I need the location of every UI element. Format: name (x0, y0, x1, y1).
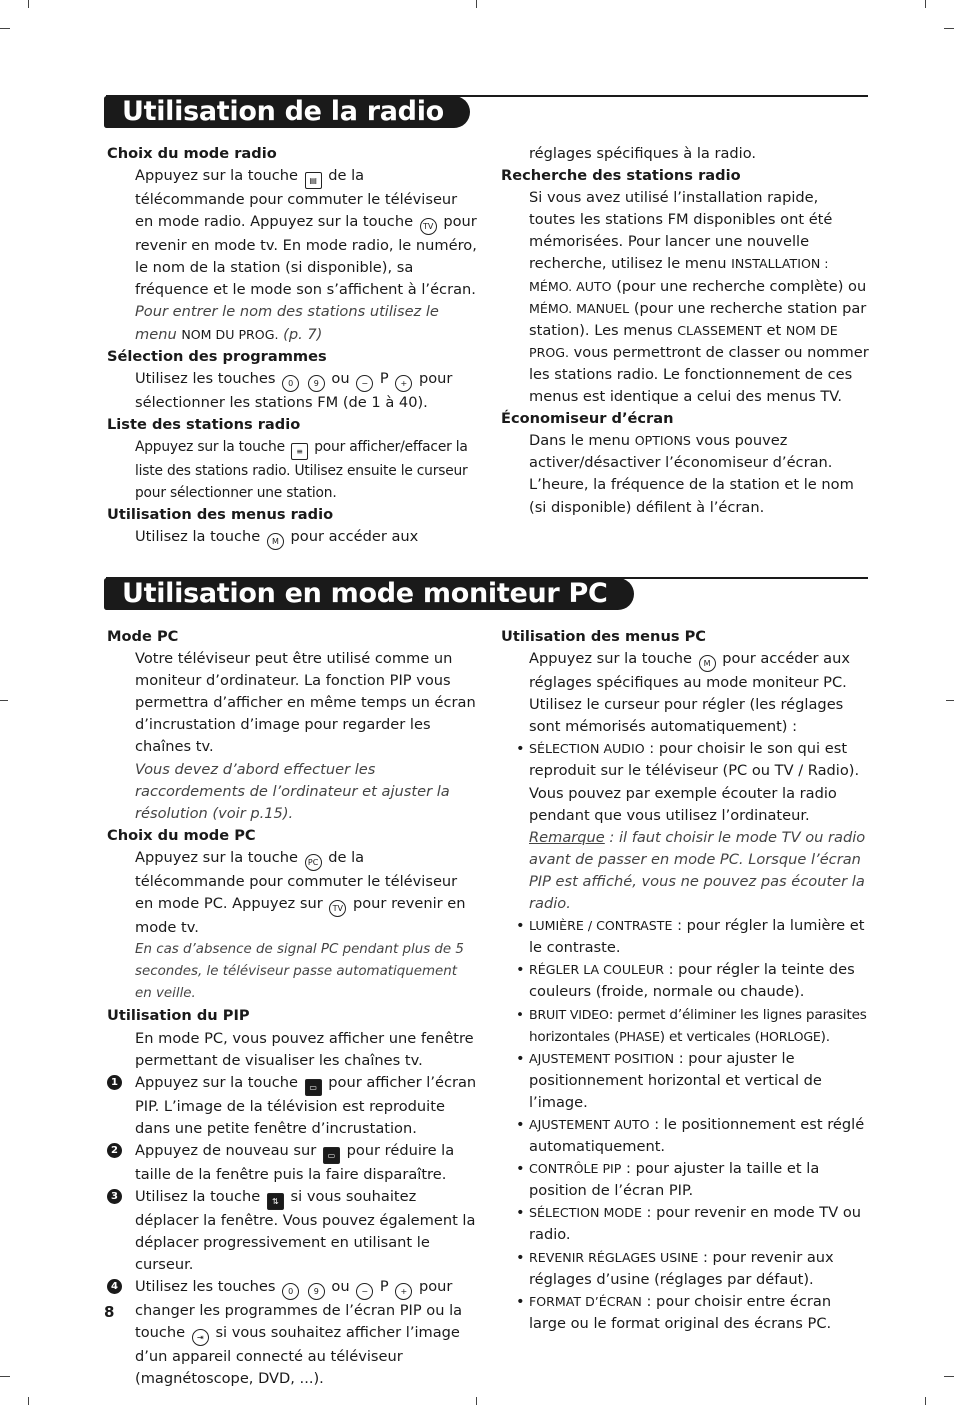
text: pour revenir en mode tv. En mode radio, le numéro, le nom de la station (si disponible), sa fréquence et le mode son s’affichent à l’écran. (135, 213, 477, 299)
text: Pour entrer le nom des stations utilisez le menu (135, 303, 439, 343)
menu-name: INSTALLATION : MÉMO. AUTO (529, 256, 829, 294)
text: Utilisez la touche (135, 528, 261, 546)
option-item (501, 1114, 869, 1158)
nine-key-icon: 9 (308, 375, 325, 392)
text: ) et verticales ( (659, 1028, 760, 1045)
paragraph (107, 847, 477, 939)
paragraph: réglages spécifiques à la radio. (529, 145, 757, 162)
menu-name: HORLOGE (759, 1028, 821, 1044)
option-item (501, 1202, 869, 1246)
menu-name: AJUSTEMENT AUTO (529, 1116, 650, 1132)
text: Si vous avez utilisé l’installation rapide, toutes les stations FM disponibles ont été mémorisées. Pour lancer une nouvelle recherche, utilisez le menu (529, 189, 833, 273)
text: : pour régler la lumière et le contraste. (529, 917, 865, 957)
note: En cas d’absence de signal PC pendant plus de 5 secondes, le téléviseur passe automatiquement en veille. (135, 942, 464, 1002)
text: si vous souhaitez déplacer la fenêtre. Vous pouvez également la déplacer progressivement en utilisant le curseur. (135, 1187, 476, 1274)
step-4 (107, 1276, 477, 1390)
text: pour revenir en mode tv. (135, 895, 466, 937)
text: : pour choisir entre écran large ou le format original des écrans PC. (529, 1292, 832, 1332)
text: Appuyez sur la touche (135, 848, 298, 866)
text: Appuyez sur la touche (135, 1073, 298, 1091)
menu-name: BRUIT VIDEO (529, 1006, 609, 1022)
text: Appuyez sur la touche (135, 438, 285, 455)
heading-choix-radio: Choix du mode radio (107, 145, 277, 162)
crop-mark (476, 0, 477, 8)
heading-menus-pc: Utilisation des menus PC (501, 628, 707, 645)
option-item (501, 738, 869, 826)
note (107, 301, 477, 345)
minus-key-icon: − (356, 1283, 373, 1300)
radio-right-column (501, 143, 869, 519)
option-item (501, 1291, 869, 1335)
menu-name: AJUSTEMENT POSITION (529, 1050, 675, 1066)
pc-key-icon: PC (305, 854, 322, 871)
step-number-badge: 4 (107, 1279, 122, 1294)
menu-name: SÉLECTION AUDIO (529, 741, 645, 757)
text: Appuyez sur la touche (529, 650, 692, 668)
text: : pour revenir aux réglages d’usine (réglages par défaut). (529, 1248, 834, 1288)
text: : il faut choisir le mode TV ou radio avant de passer en mode PC. Lorsque l’écran PIP est affiché, vous ne pouvez pas écouter la radio. (529, 828, 866, 913)
pc-right-column (501, 626, 869, 1335)
heading-recherche-stations: Recherche des stations radio (501, 167, 741, 185)
option-item (501, 959, 869, 1003)
plus-key-icon: + (395, 1283, 412, 1300)
paragraph (107, 436, 477, 504)
nine-key-icon: 9 (308, 1283, 325, 1300)
plus-key-icon: + (395, 375, 412, 392)
paragraph (107, 165, 477, 301)
text: : permet d’éliminer les lignes parasites horizontales ( (529, 1006, 867, 1045)
option-item (501, 1247, 869, 1291)
section-title-pc: Utilisation en mode moniteur PC (104, 578, 634, 610)
option-item (501, 1048, 869, 1114)
pc-left-column (107, 626, 477, 1391)
text: ou (331, 369, 350, 387)
text: : le positionnement est réglé automatiquement. (529, 1115, 865, 1156)
note: Vous devez d’abord effectuer les raccordements de l’ordinateur et ajuster la résolution (voir p.15). (135, 760, 450, 822)
menu-name: SÉLECTION MODE (529, 1205, 642, 1221)
paragraph (107, 368, 477, 414)
heading-mode-pc: Mode PC (107, 628, 179, 645)
heading-menus-radio: Utilisation des menus radio (107, 506, 334, 524)
text: Utilisez les touches (135, 369, 276, 387)
crop-mark (925, 1397, 926, 1405)
pip-key-icon: ▭ (323, 1147, 340, 1164)
note (501, 827, 869, 915)
text: Appuyez de nouveau sur (135, 1141, 317, 1159)
crop-mark (28, 0, 29, 8)
text: : pour régler la teinte des couleurs (froide, normale ou chaude). (529, 961, 855, 1001)
paragraph (501, 187, 869, 408)
step-2 (107, 1140, 477, 1186)
tv-key-icon: TV (420, 218, 437, 235)
pip-key-icon: ▭ (305, 1079, 322, 1096)
menu-name: OPTIONS (634, 433, 691, 449)
text: pour accéder aux réglages spécifiques au mode moniteur PC. Utilisez le curseur pour régler (les réglages sont mémorisés automatiquement) : (529, 650, 851, 736)
menu-name: FORMAT D’ÉCRAN (529, 1293, 642, 1309)
text: pour réduire la taille de la fenêtre puis la faire disparaître. (135, 1141, 455, 1183)
av-key-icon: ⇥ (192, 1329, 209, 1346)
text: vous permettront de classer ou nommer les stations radio. Le fonctionnement de ces menus est identique a celui des menus TV. (529, 343, 869, 406)
step-3 (107, 1186, 477, 1276)
heading-utilisation-pip: Utilisation du PIP (107, 1007, 250, 1025)
text: P (379, 1278, 389, 1296)
text: Utilisez les touches (135, 1278, 276, 1296)
menu-name: PHASE (619, 1028, 660, 1044)
section-title-radio: Utilisation de la radio (104, 96, 470, 128)
menu-name: REVENIR RÉGLAGES USINE (529, 1249, 699, 1265)
crop-mark (925, 0, 926, 8)
crop-mark (28, 1397, 29, 1405)
crop-mark (0, 700, 8, 701)
crop-mark (944, 28, 954, 29)
heading-liste-stations: Liste des stations radio (107, 415, 301, 433)
heading-selection-programmes: Sélection des programmes (107, 347, 327, 365)
text: pour accéder aux (290, 528, 419, 546)
text: Remarque (529, 828, 605, 846)
text: Appuyez sur (232, 895, 323, 913)
text: : pour choisir le son qui est reproduit sur le téléviseur (PC ou TV / Radio). Vous pouvez par exemple écouter la radio pendant que vous utilisez l’ordinateur. (529, 740, 860, 824)
menu-name: LUMIÈRE / CONTRASTE (529, 918, 673, 934)
text: si vous souhaitez afficher l’image d’un appareil connecté au téléviseur (magnétoscope, DVD, ...). (135, 1324, 460, 1388)
page-number: 8 (104, 1303, 115, 1321)
text: pour changer les programmes de l’écran PIP ou la touche (135, 1278, 463, 1342)
paragraph (501, 430, 869, 518)
menu-name: RÉGLER LA COULEUR (529, 962, 664, 978)
heading-economiseur: Économiseur d’écran (501, 410, 674, 428)
paragraph: En mode PC, vous pouvez afficher une fenêtre permettant de visualiser les chaînes tv. (135, 1029, 474, 1069)
text: Utilisez la touche (135, 1187, 261, 1205)
menu-name: NOM DU PROG. (181, 326, 279, 342)
radio-left-column (107, 143, 477, 550)
move-key-icon: ⇅ (267, 1193, 284, 1210)
option-item (501, 1158, 869, 1202)
step-number-badge: 3 (107, 1189, 122, 1204)
paragraph (107, 526, 477, 550)
list-key-icon: ≡ (291, 443, 308, 460)
step-number-badge: 2 (107, 1143, 122, 1158)
text: (pour une recherche complète) ou (616, 277, 867, 295)
text: (pour une recherche station par station). Les menus (529, 299, 867, 339)
text: et (766, 321, 782, 339)
radio-key-icon: ▤ (305, 172, 322, 189)
crop-mark (946, 700, 954, 701)
text: Dans le menu (529, 432, 631, 450)
text: : pour ajuster la taille et la position de l’écran PIP. (529, 1160, 820, 1200)
zero-key-icon: 0 (282, 375, 299, 392)
menu-name: MÉMO. MANUEL (529, 300, 630, 316)
text: de la télécommande pour commuter le téléviseur en mode PC. (135, 848, 458, 913)
text: Appuyez sur la touche (135, 167, 298, 185)
text: ou (331, 1278, 350, 1296)
crop-mark (0, 28, 10, 29)
tv-key-icon: TV (329, 900, 346, 917)
text: Appuyez sur la touche (250, 213, 414, 231)
crop-mark (944, 1376, 954, 1377)
menu-key-icon: M (699, 655, 716, 672)
paragraph (501, 648, 869, 738)
crop-mark (476, 1397, 477, 1405)
text: P (379, 369, 389, 387)
minus-key-icon: − (356, 375, 373, 392)
step-number-badge: 1 (107, 1075, 122, 1090)
option-item (501, 1004, 869, 1048)
text: pour afficher/effacer la liste des stations radio. Utilisez ensuite le curseur pour sélectionner une station. (135, 438, 468, 502)
menu-name: CLASSEMENT (677, 322, 762, 338)
paragraph: Votre téléviseur peut être utilisé comme un moniteur d’ordinateur. La fonction PIP vous permettra d’afficher en même temps un écran d’incrustation d’image pour regarder les chaînes tv. (135, 650, 476, 756)
menu-name: NOM DE PROG. (529, 322, 838, 360)
text: pour sélectionner les stations FM (de 1 à 40). (135, 369, 453, 411)
heading-choix-pc: Choix du mode PC (107, 826, 256, 844)
text: : pour ajuster le positionnement horizontal et vertical de l’image. (529, 1049, 822, 1111)
menu-key-icon: M (267, 533, 284, 550)
option-item (501, 915, 869, 959)
text: vous pouvez activer/désactiver l’économiseur d’écran. L’heure, la fréquence de la station et le nom (si disponible) défilent à l’écran. (529, 432, 854, 516)
zero-key-icon: 0 (282, 1283, 299, 1300)
text: de la télécommande pour commuter le téléviseur en mode radio. (135, 167, 458, 231)
step-1 (107, 1072, 477, 1140)
text: (p. 7) (283, 325, 323, 343)
text: ). (820, 1028, 830, 1045)
menu-name: CONTRÔLE PIP (529, 1161, 622, 1177)
text: pour afficher l’écran PIP. L’image de la télévision est reproduite dans une petite fenêtre d’incrustation. (135, 1073, 477, 1137)
text: : pour revenir en mode TV ou radio. (529, 1204, 862, 1244)
crop-mark (0, 1376, 10, 1377)
